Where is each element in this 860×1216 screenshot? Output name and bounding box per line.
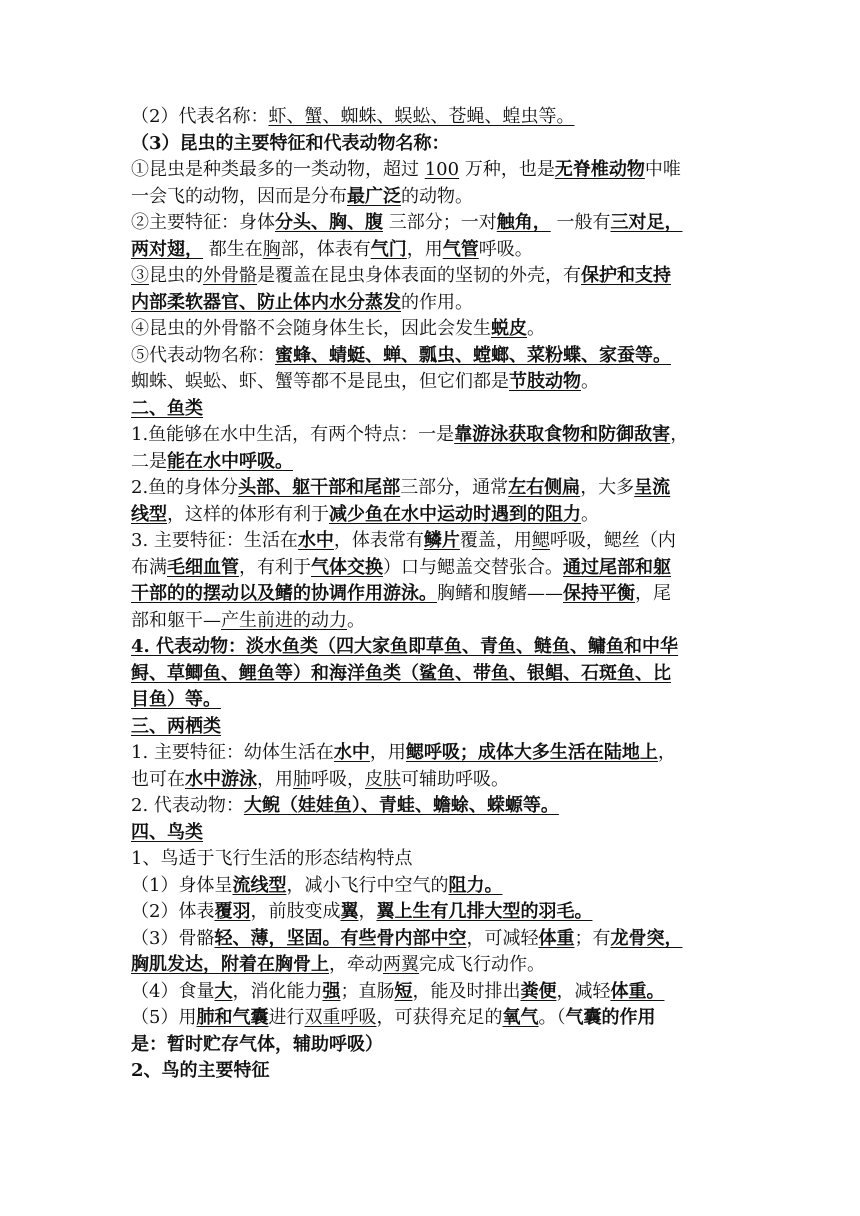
underlined-text: 毛细血管 (167, 556, 239, 578)
text-span: ，牵动 (329, 954, 383, 975)
text-span: 2、鸟的主要特征 (131, 1060, 270, 1081)
text-line (131, 184, 731, 211)
text-line (131, 369, 731, 396)
underlined-text: 触角， (496, 212, 551, 233)
underlined-text: 线型 (131, 503, 167, 525)
text-span: 部，体表有 (280, 238, 371, 260)
text-span: 呼吸，鳃丝（内 (549, 530, 676, 551)
text-line (131, 687, 731, 714)
underlined-text: 无脊椎动物 (554, 159, 645, 180)
text-span: ，消化能力 (232, 980, 323, 1002)
text-span: 完成飞行动作。 (419, 954, 545, 975)
underlined-text: 左右侧扁 (508, 477, 581, 498)
text-line (131, 1058, 731, 1085)
underlined-text: 气门 (370, 238, 407, 260)
underlined-text: 靠游泳获取食物和防御敌害 (454, 424, 671, 445)
text-line (131, 316, 731, 343)
text-line (131, 767, 731, 794)
text-span: 布满 (131, 556, 167, 578)
text-span: 是：暂时贮存气体，辅助呼吸） (131, 1033, 383, 1055)
text-span: ，可获得充足的 (376, 1007, 503, 1028)
text-span: 可辅助呼吸。 (401, 768, 509, 790)
underlined-text: 翼 (340, 901, 359, 922)
underlined-text: 大鲵（娃娃鱼）、青蛙、蟾蜍、蝾螈等。 (243, 795, 559, 816)
underlined-text: 肺和气囊 (196, 1007, 269, 1028)
text-span: ④昆虫的外骨骼不会随身体生长，因此会发生 (131, 318, 491, 339)
underlined-text: 干部的的摆动以及鳍的协调作用游泳。 (131, 583, 437, 604)
text-span: ，大多 (580, 477, 635, 498)
underlined-text: 保持平衡 (563, 583, 635, 604)
underlined-text: 皮肤 (365, 768, 401, 790)
text-line (131, 131, 731, 158)
text-span: ，用 (257, 768, 293, 790)
underlined-text: 肺 (293, 768, 311, 790)
text-span: ， (670, 424, 689, 445)
underlined-text: 鲟、草鲫鱼、鲤鱼等）和海洋鱼类（鲨鱼、带鱼、银鲳、石斑鱼、比 (131, 662, 671, 684)
underlined-text: 氧气 (502, 1007, 539, 1028)
underlined-text: 能在水中呼吸。 (167, 450, 293, 472)
underlined-text: 四、鸟类 (131, 821, 203, 843)
underlined-text: 鳃 (531, 530, 550, 551)
text-line (131, 926, 731, 953)
underlined-text: 三对足， (610, 212, 683, 233)
text-line (131, 555, 731, 582)
underlined-text: ③ (131, 265, 149, 286)
text-line (131, 449, 731, 476)
text-line (131, 793, 731, 820)
text-span: 覆盖，用 (459, 530, 532, 551)
text-span: （1）身体呈 (131, 874, 233, 896)
underlined-text: 龙骨突， (610, 927, 683, 949)
underlined-text: 4. 代表动物：淡水鱼类（四大家鱼即草鱼、青鱼、鲢鱼、鳙鱼和中华 (131, 636, 679, 657)
text-line (131, 1032, 731, 1059)
text-line (131, 979, 731, 1006)
text-span: ，用 (369, 742, 406, 763)
underlined-text: 双重呼吸 (304, 1007, 377, 1028)
text-span: 三部分，通常 (400, 477, 509, 498)
underlined-text: 二、鱼类 (131, 397, 203, 419)
text-span: 一会飞的动物，因而是分布 (131, 185, 347, 207)
underlined-text: 气体交换 (311, 556, 383, 578)
underlined-text: 两翼 (383, 954, 419, 975)
text-span: ，尾 (635, 583, 671, 604)
text-line (131, 740, 731, 767)
text-span: 胸鳍和腹鳍—— (437, 583, 563, 604)
underlined-text: 虾、蟹、蜘蛛、蜈蚣、苍蝇、蝗虫等。 (268, 106, 575, 127)
text-line (131, 1005, 731, 1032)
text-span: （3）骨骼 (131, 927, 215, 949)
text-line (131, 581, 731, 608)
underlined-text: 蜜蜂、蜻蜓、蝉、瓢虫、螳螂、菜粉蝶、家蚕等。 (275, 344, 671, 366)
underlined-text: 气管 (442, 238, 479, 260)
text-span: ， (358, 901, 377, 922)
document-body (131, 104, 731, 1085)
text-line (131, 634, 731, 661)
text-line (131, 343, 731, 370)
text-span: 万种，也是 (459, 159, 555, 180)
text-span: 的动物。 (401, 185, 473, 207)
text-span: 呼吸， (311, 768, 365, 790)
text-line (131, 104, 731, 131)
text-span: ，能及时排出 (412, 980, 521, 1002)
underlined-text: 最广泛 (347, 185, 401, 207)
text-span: 一般有 (550, 212, 611, 233)
underlined-text: 胸肌发达，附着在胸骨上 (131, 954, 329, 975)
underlined-text: 覆羽 (214, 901, 251, 922)
text-span: 进行 (268, 1007, 305, 1028)
text-span: ，可减轻 (466, 927, 539, 949)
text-span: ⑤代表动物名称： (131, 344, 275, 366)
underlined-text: 鳞片 (423, 530, 460, 551)
text-span: ，减轻 (556, 980, 611, 1002)
underlined-text: 水中游泳 (185, 768, 257, 790)
text-span: 蜘蛛、蜈蚣、虾、蟹等都不是昆虫，但它们都是 (131, 371, 509, 392)
text-span: 。 (347, 609, 365, 631)
text-span: 是覆盖在昆虫身体表面的坚韧的外壳，有 (257, 265, 581, 286)
underlined-text: 水中 (333, 742, 370, 763)
underlined-text: 减少鱼在水中运动时遇到的阻力 (329, 503, 581, 525)
text-line (131, 873, 731, 900)
text-span: ；直肠 (340, 980, 395, 1002)
text-span: ；有 (574, 927, 611, 949)
text-line (131, 475, 731, 502)
underlined-text: 节肢动物 (509, 371, 581, 392)
text-span: 1.鱼能够在水中生活，有两个特点：一是 (131, 424, 455, 445)
text-span: 。 (581, 371, 599, 392)
text-span: 中唯 (644, 159, 681, 180)
underlined-text: 保护和支持 (581, 265, 671, 286)
text-span: 。（ (538, 1007, 566, 1028)
text-span: ，这样的体形有利于 (167, 503, 329, 525)
text-line (131, 952, 731, 979)
text-span: 2.鱼的身体分 (131, 477, 239, 498)
text-span: 的作用。 (401, 291, 473, 313)
underlined-text: 翼上生有几排大型的羽毛。 (376, 901, 593, 922)
text-line (131, 528, 731, 555)
text-span: （4）食量 (131, 980, 215, 1002)
text-line (131, 157, 731, 184)
text-line (131, 820, 731, 847)
text-span: ）口与鳃盖交替张合。 (383, 556, 563, 578)
text-span: 二是 (131, 450, 167, 472)
text-span: 3. 主要特征：生活在 (131, 530, 298, 551)
underlined-text: 外骨骼 (203, 265, 257, 286)
text-span: （5）用 (131, 1007, 197, 1028)
text-line (131, 263, 731, 290)
text-span: 。 (581, 503, 599, 525)
text-span: 1、鸟适于飞行生活的形态结构特点 (131, 848, 413, 869)
text-span: ， (657, 742, 676, 763)
underlined-text: 大 (214, 980, 233, 1002)
text-span: 昆虫的 (149, 265, 203, 286)
underlined-text: 内部柔软器官、防止体内水分蒸发 (131, 291, 401, 313)
underlined-text: 头部、躯干部和尾部 (238, 477, 401, 498)
text-span: （3）昆虫的主要特征和代表动物名称： (131, 132, 450, 154)
underlined-text: 目鱼）等。 (131, 689, 221, 710)
text-line (131, 396, 731, 423)
underlined-text: 体重 (538, 927, 575, 949)
text-span: 2. 代表动物： (131, 795, 244, 816)
underlined-text: 短 (394, 980, 413, 1002)
underlined-text: 通过尾部和躯 (563, 556, 671, 578)
underlined-text: 流线型 (232, 874, 287, 896)
text-span: ，体表常有 (333, 530, 424, 551)
underlined-text: 分头、胸、腹 (275, 212, 383, 233)
text-span: ②主要特征：身体 (131, 212, 275, 233)
text-line (131, 661, 731, 688)
text-span: ①昆虫是种类最多的一类动物，超过 (131, 159, 425, 180)
text-span: 呼吸。 (478, 238, 533, 260)
text-span: 1. 主要特征：幼体生活在 (131, 742, 334, 763)
text-span: 气囊的作用 (565, 1007, 656, 1028)
underlined-text: 轻、薄，坚固。有些骨内部中空 (214, 927, 467, 949)
underlined-text: 强 (322, 980, 341, 1002)
text-line (131, 608, 731, 635)
text-span: ，减小飞行中空气的 (286, 874, 449, 896)
text-line (131, 846, 731, 873)
text-line (131, 714, 731, 741)
underlined-text: 产生前进的动力 (221, 609, 347, 631)
underlined-text: 水中 (297, 530, 334, 551)
underlined-text: 阻力。 (448, 874, 503, 896)
text-line (131, 237, 731, 264)
text-span: 部和躯干— (131, 609, 221, 631)
text-span: ，有利于 (239, 556, 311, 578)
underlined-text: 两对翅， (131, 238, 203, 260)
text-span: ，前肢变成 (250, 901, 341, 922)
underlined-text: 胸 (262, 238, 281, 260)
text-line (131, 422, 731, 449)
text-line (131, 290, 731, 317)
text-span: 三部分；一对 (383, 212, 497, 233)
text-line (131, 899, 731, 926)
underlined-text: 三、两栖类 (131, 715, 221, 737)
underlined-text: 100 (424, 159, 460, 180)
underlined-text: 呈流 (634, 477, 671, 498)
underlined-text: 蜕皮 (491, 318, 527, 339)
underlined-text: 鳃呼吸；成体大多生活在陆地上 (405, 742, 658, 763)
text-line (131, 210, 731, 237)
text-span: 。 (527, 318, 545, 339)
text-line (131, 502, 731, 529)
text-span: （2）代表名称： (131, 106, 269, 127)
underlined-text: 粪便 (520, 980, 557, 1002)
text-span: ，用 (406, 238, 443, 260)
text-span: （2）体表 (131, 901, 215, 922)
underlined-text: 体重。 (610, 980, 665, 1002)
text-span: 都生在 (203, 238, 263, 260)
text-span: 也可在 (131, 768, 185, 790)
